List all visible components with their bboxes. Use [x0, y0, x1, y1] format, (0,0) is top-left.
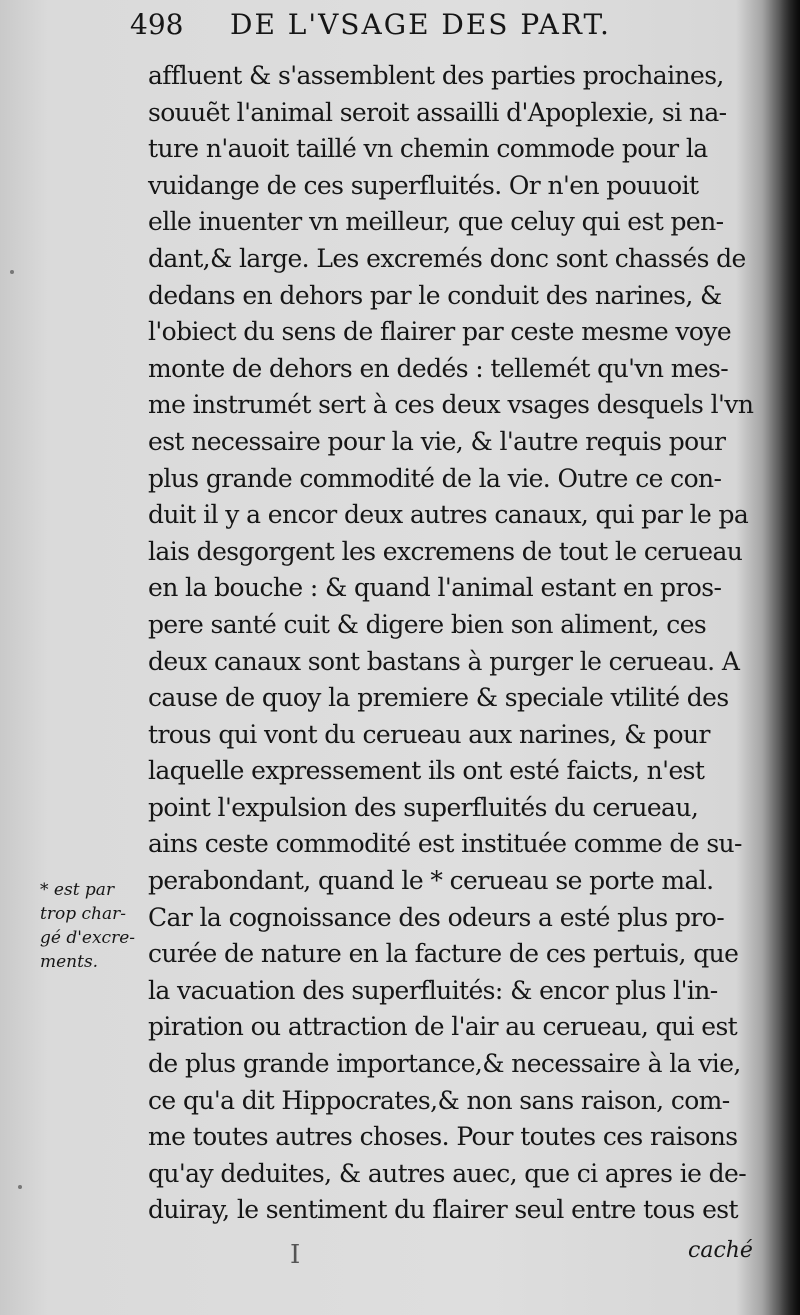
text-line: point l'expulsion des superfluités du cerueau,: [148, 792, 699, 822]
marginal-note: [40, 878, 155, 974]
text-line: duiray, le sentiment du flairer seul entre tous est: [148, 1195, 738, 1225]
signature-mark: I: [290, 1240, 301, 1270]
margin-speck: [10, 270, 14, 274]
marginal-note-line: trop char-: [40, 904, 126, 924]
text-line: ture n'auoit taillé vn chemin commode pour la: [148, 134, 708, 164]
text-line: dant,& large. Les excremés donc sont chassés de: [148, 243, 746, 273]
marginal-note-line: ments.: [40, 952, 99, 972]
text-line: monte de dehors en dedés : tellemét qu'vn mes-: [148, 353, 729, 383]
margin-speck: [18, 1185, 22, 1189]
text-line: elle inuenter vn meilleur, que celuy qui est pen-: [148, 207, 724, 237]
text-line: me instrumét sert à ces deux vsages desquels l'vn: [148, 390, 754, 420]
text-line: de plus grande importance,& necessaire à la vie,: [148, 1049, 741, 1079]
body-text: [148, 58, 754, 1229]
text-line: la vacuation des superfluités: & encor plus l'in-: [148, 975, 718, 1005]
running-title: DE L'VSAGE DES PART.: [230, 8, 611, 41]
marginal-note-line: * est par: [40, 880, 115, 900]
text-line: Car la cognoissance des odeurs a esté plus pro-: [148, 902, 725, 932]
text-line: pere santé cuit & digere bien son aliment, ces: [148, 609, 707, 639]
text-line: l'obiect du sens de flairer par ceste mesme voye: [148, 317, 732, 347]
catchword: caché: [688, 1238, 753, 1263]
text-line: deux canaux sont bastans à purger le cerueau. A: [148, 646, 740, 676]
text-line: perabondant, quand le * cerueau se porte mal.: [148, 866, 714, 896]
text-line: dedans en dehors par le conduit des narines, &: [148, 280, 722, 310]
text-line: affluent & s'assemblent des parties prochaines,: [148, 61, 724, 90]
page-header: [130, 8, 710, 48]
text-line: cause de quoy la premiere & speciale vtilité des: [148, 683, 729, 713]
text-line: vuidange de ces superfluités. Or n'en pouuoit: [148, 170, 699, 200]
text-line: me toutes autres choses. Pour toutes ces raisons: [148, 1122, 738, 1152]
text-line: piration ou attraction de l'air au cerueau, qui est: [148, 1012, 738, 1042]
text-line: curée de nature en la facture de ces pertuis, que: [148, 939, 739, 969]
text-line: lais desgorgent les excremens de tout le cerueau: [148, 536, 743, 566]
text-line: ains ceste commodité est instituée comme de su-: [148, 829, 742, 859]
text-line: en la bouche : & quand l'animal estant en pros-: [148, 573, 722, 603]
text-line: qu'ay deduites, & autres auec, que ci apres ie de-: [148, 1158, 747, 1188]
text-line: est necessaire pour la vie, & l'autre requis pour: [148, 426, 726, 456]
marginal-note-line: gé d'excre-: [40, 928, 136, 948]
binding-shadow: [762, 0, 800, 1315]
text-line: ce qu'a dit Hippocrates,& non sans raison, com-: [148, 1085, 730, 1115]
text-line: laquelle expressement ils ont esté faicts, n'est: [148, 756, 705, 786]
text-line: duit il y a encor deux autres canaux, qui par le pa: [148, 500, 749, 530]
text-line: souuẽt l'animal seroit assailli d'Apoplexie, si na-: [148, 97, 727, 127]
page-number: 498: [130, 8, 184, 41]
text-line: trous qui vont du cerueau aux narines, & pour: [148, 719, 710, 749]
text-line: plus grande commodité de la vie. Outre ce con-: [148, 463, 722, 493]
